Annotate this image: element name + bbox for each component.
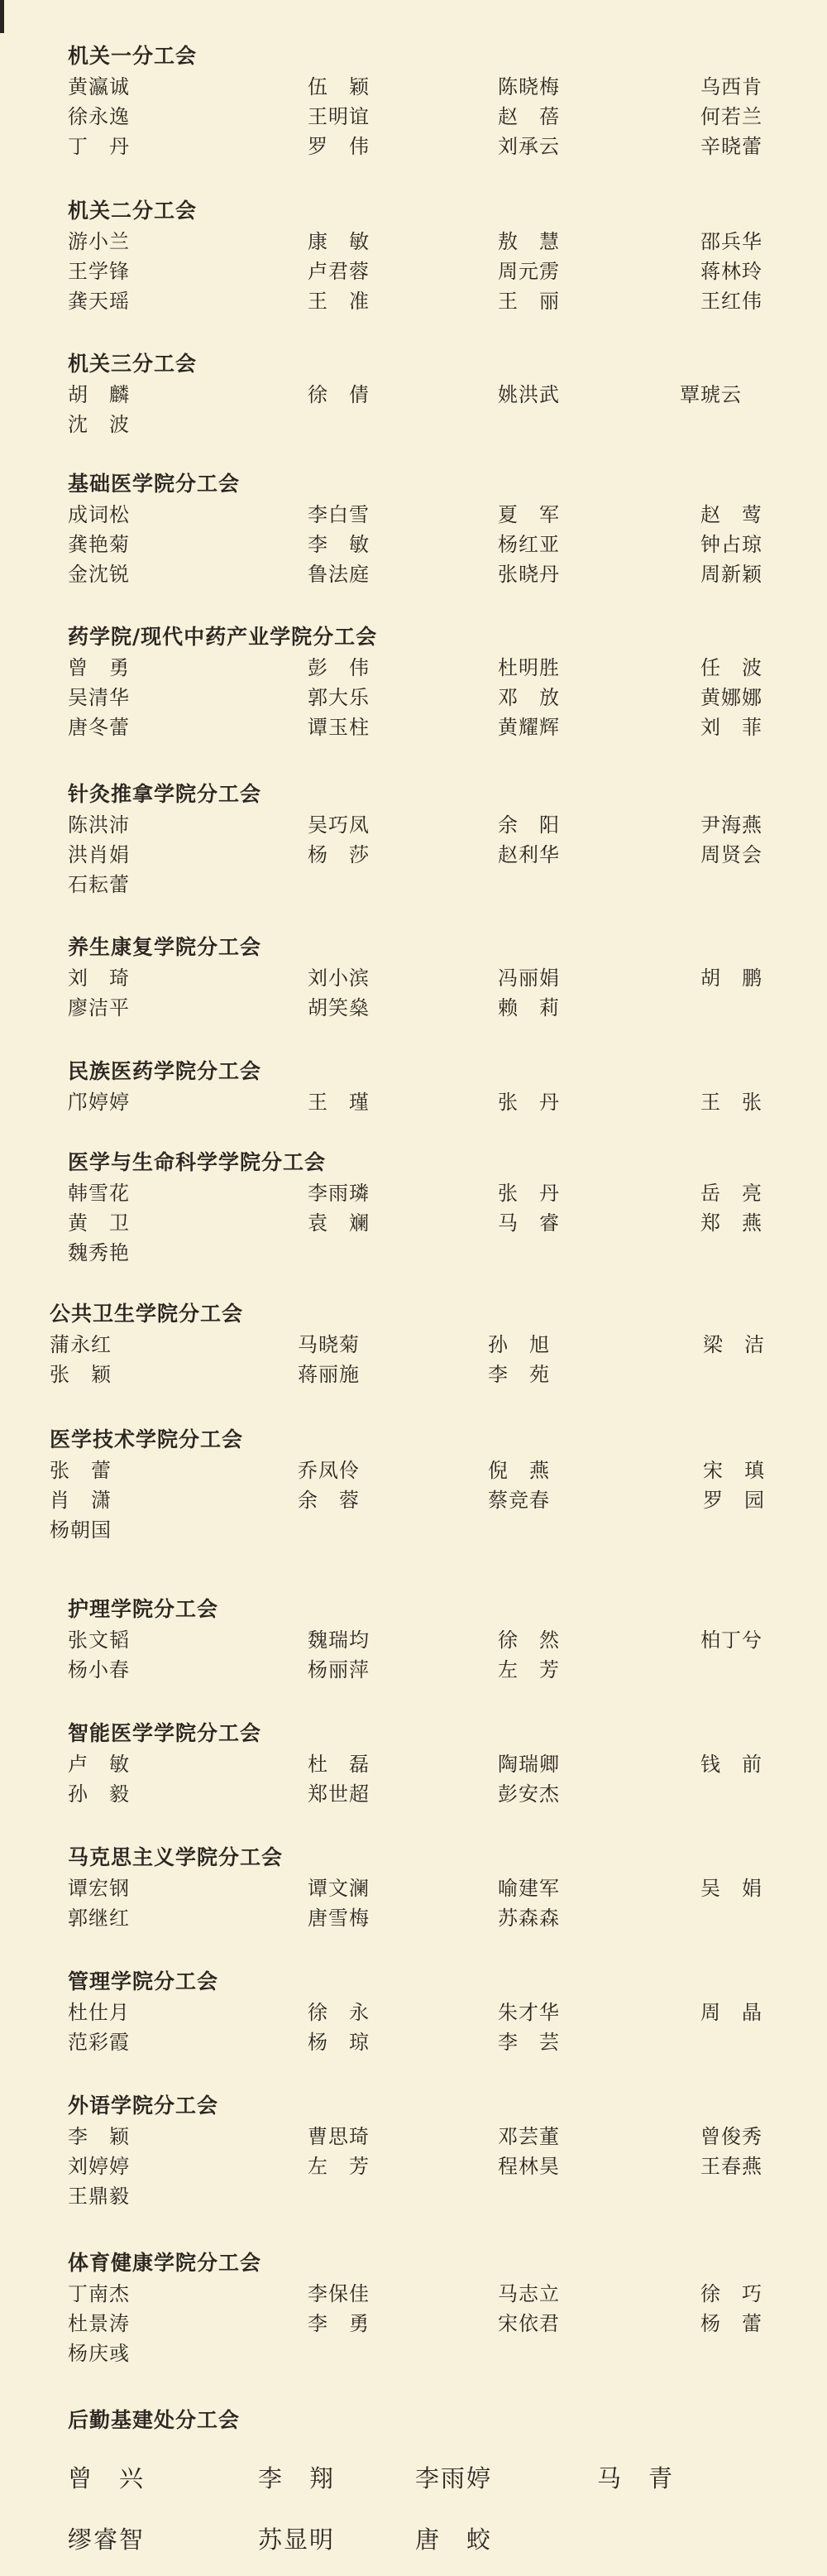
member-name: 邝婷婷	[68, 1091, 130, 1114]
member-name: 蒋丽施	[298, 1363, 360, 1386]
member-name: 陶瑞卿	[498, 1753, 560, 1776]
member-name: 鲁法庭	[308, 563, 370, 586]
member-name: 李 敏	[308, 533, 370, 556]
member-name: 唐冬蕾	[68, 716, 130, 739]
member-name: 苏森森	[498, 1907, 560, 1930]
member-name: 谭玉柱	[308, 716, 370, 739]
section-title: 机关三分工会	[68, 352, 198, 376]
member-name: 张文韬	[68, 1629, 130, 1652]
member-name: 马志立	[498, 2282, 560, 2305]
member-name: 梁 洁	[703, 1333, 765, 1356]
member-name: 周新颖	[700, 563, 762, 586]
member-name: 张 丹	[498, 1091, 560, 1114]
member-name: 倪 燕	[488, 1459, 550, 1482]
member-name: 胡笑燊	[308, 996, 370, 1019]
member-name: 孙 旭	[488, 1333, 550, 1356]
member-name: 柏丁兮	[700, 1629, 762, 1652]
member-name: 杜景涛	[68, 2312, 130, 2335]
member-name: 赵利华	[498, 843, 560, 866]
member-name: 钱 前	[700, 1753, 762, 1776]
member-name: 游小兰	[68, 230, 130, 253]
section-title: 护理学院分工会	[68, 1597, 219, 1621]
member-name: 金沈锐	[68, 563, 130, 586]
member-name: 王 张	[700, 1091, 762, 1114]
section-title: 管理学院分工会	[68, 1969, 219, 1993]
member-name: 王鼎毅	[68, 2185, 130, 2208]
member-name: 龚艳菊	[68, 533, 130, 556]
member-name: 郭继红	[68, 1907, 130, 1930]
member-name: 孙 毅	[68, 1782, 130, 1806]
member-name: 李白雪	[308, 503, 370, 526]
member-name: 宋依君	[498, 2312, 560, 2335]
member-name: 敖 慧	[498, 230, 560, 253]
section-title: 智能医学学院分工会	[68, 1721, 262, 1745]
member-name: 谭宏钢	[68, 1877, 130, 1900]
member-name: 石耘蕾	[68, 873, 130, 896]
member-name: 刘小滨	[308, 967, 370, 990]
member-name: 曹思琦	[308, 2125, 370, 2148]
section-title: 外语学院分工会	[68, 2094, 219, 2118]
member-name: 沈 波	[68, 413, 130, 436]
member-name: 廖洁平	[68, 996, 130, 1019]
member-name: 丁 丹	[68, 135, 130, 158]
member-name: 邓 放	[498, 686, 560, 709]
section-title: 医学与生命科学学院分工会	[68, 1150, 327, 1174]
member-name: 徐 然	[498, 1629, 560, 1652]
member-name: 陈洪沛	[68, 813, 130, 837]
member-name: 王学锋	[68, 260, 130, 283]
member-name: 胡 鹏	[700, 967, 762, 990]
section-title: 基础医学院分工会	[68, 472, 241, 496]
member-name: 杨 莎	[308, 843, 370, 866]
member-name: 王 瑾	[308, 1091, 370, 1114]
member-name: 李 苑	[488, 1363, 550, 1386]
member-name: 徐 倩	[308, 383, 370, 406]
member-name: 卢 敏	[68, 1753, 130, 1776]
member-name: 周贤会	[700, 843, 762, 866]
member-name: 王明谊	[308, 105, 370, 128]
section-title: 机关二分工会	[68, 199, 198, 223]
member-name: 姚洪武	[498, 383, 560, 406]
left-edge-mark	[0, 0, 4, 33]
member-name: 胡 麟	[68, 383, 130, 406]
member-name: 伍 颖	[308, 75, 370, 98]
member-name: 韩雪花	[68, 1182, 130, 1205]
section-title: 机关一分工会	[68, 44, 198, 68]
member-name: 黄 卫	[68, 1211, 130, 1235]
member-name: 曾 勇	[68, 656, 130, 679]
member-name: 刘婷婷	[68, 2155, 130, 2178]
member-name: 朱才华	[498, 2001, 560, 2024]
member-name: 余 阳	[498, 813, 560, 837]
member-name: 张晓丹	[498, 563, 560, 586]
member-name: 魏瑞均	[308, 1629, 370, 1652]
member-name: 刘承云	[498, 135, 560, 158]
member-name: 马晓菊	[298, 1333, 360, 1356]
section-title: 后勤基建处分工会	[68, 2408, 241, 2432]
member-name: 马 睿	[498, 1211, 560, 1235]
member-name: 杨庆彧	[68, 2342, 130, 2365]
member-name: 刘 菲	[700, 716, 762, 739]
member-name: 王红伟	[700, 290, 762, 313]
section-title: 马克思主义学院分工会	[68, 1845, 284, 1869]
member-name: 黄耀辉	[498, 716, 560, 739]
member-name: 覃琥云	[680, 383, 742, 406]
member-name: 徐 永	[308, 2001, 370, 2024]
member-name: 杜明胜	[498, 656, 560, 679]
member-name: 吴巧凤	[308, 813, 370, 837]
member-name: 蒋林玲	[700, 260, 762, 283]
section-title: 药学院/现代中药产业学院分工会	[68, 625, 378, 649]
member-name: 任 波	[700, 656, 762, 679]
member-name: 唐雪梅	[308, 1907, 370, 1930]
member-name: 马 青	[597, 2464, 675, 2492]
member-name: 王春燕	[700, 2155, 762, 2178]
member-name: 蒲永红	[50, 1333, 112, 1356]
member-name: 肖 潇	[50, 1489, 112, 1512]
member-name: 谭文澜	[308, 1877, 370, 1900]
member-name: 罗 园	[703, 1489, 765, 1512]
member-name: 张 颖	[50, 1363, 112, 1386]
member-name: 刘 琦	[68, 967, 130, 990]
member-name: 宋 瑱	[703, 1459, 765, 1482]
member-name: 袁 斓	[308, 1211, 370, 1235]
member-name: 卢君蓉	[308, 260, 370, 283]
member-name: 李 翔	[258, 2464, 336, 2492]
member-name: 杨小春	[68, 1658, 130, 1681]
member-name: 尹海燕	[700, 813, 762, 837]
member-name: 冯丽娟	[498, 967, 560, 990]
member-name: 龚天瑶	[68, 290, 130, 313]
member-name: 杜仕月	[68, 2001, 130, 2024]
section-title: 针灸推拿学院分工会	[68, 782, 262, 806]
member-name: 王 准	[308, 290, 370, 313]
member-name: 吴 娟	[700, 1877, 762, 1900]
member-name: 李雨婷	[415, 2464, 493, 2492]
member-name: 缪睿智	[68, 2526, 146, 2554]
member-name: 范彩霞	[68, 2031, 130, 2054]
member-name: 乌西肯	[700, 75, 762, 98]
member-name: 杨朝国	[50, 1518, 112, 1542]
section-title: 民族医药学院分工会	[68, 1059, 262, 1083]
member-name: 蔡竞春	[488, 1489, 550, 1512]
member-name: 邓芸董	[498, 2125, 560, 2148]
member-name: 王 丽	[498, 290, 560, 313]
section-title: 医学技术学院分工会	[50, 1427, 244, 1451]
member-name: 罗 伟	[308, 135, 370, 158]
member-name: 杨红亚	[498, 533, 560, 556]
member-name: 左 芳	[498, 1658, 560, 1681]
member-name: 辛晓蕾	[700, 135, 762, 158]
member-name: 黄娜娜	[700, 686, 762, 709]
member-name: 彭安杰	[498, 1782, 560, 1806]
member-name: 徐永逸	[68, 105, 130, 128]
section-title: 公共卫生学院分工会	[50, 1302, 244, 1326]
member-name: 郑世超	[308, 1782, 370, 1806]
member-name: 邵兵华	[700, 230, 762, 253]
member-name: 夏 军	[498, 503, 560, 526]
member-name: 杨 琼	[308, 2031, 370, 2054]
member-name: 周 晶	[700, 2001, 762, 2024]
member-name: 李 颖	[68, 2125, 130, 2148]
member-name: 丁南杰	[68, 2282, 130, 2305]
member-name: 李 勇	[308, 2312, 370, 2335]
member-name: 彭 伟	[308, 656, 370, 679]
member-name: 黄瀛诚	[68, 75, 130, 98]
member-name: 左 芳	[308, 2155, 370, 2178]
member-name: 赵 蓓	[498, 105, 560, 128]
member-name: 李雨璘	[308, 1182, 370, 1205]
member-name: 乔凤伶	[298, 1459, 360, 1482]
member-name: 唐 蛟	[415, 2526, 493, 2554]
member-name: 康 敏	[308, 230, 370, 253]
member-name: 喻建军	[498, 1877, 560, 1900]
member-name: 李保佳	[308, 2282, 370, 2305]
member-name: 余 蓉	[298, 1489, 360, 1512]
member-name: 苏显明	[258, 2526, 336, 2554]
member-name: 郭大乐	[308, 686, 370, 709]
member-name: 曾 兴	[68, 2464, 146, 2492]
member-name: 李 芸	[498, 2031, 560, 2054]
member-name: 赖 莉	[498, 996, 560, 1019]
section-title: 养生康复学院分工会	[68, 935, 262, 959]
member-name: 张 丹	[498, 1182, 560, 1205]
member-name: 曾俊秀	[700, 2125, 762, 2148]
member-name: 徐 巧	[700, 2282, 762, 2305]
member-name: 陈晓梅	[498, 75, 560, 98]
member-name: 岳 亮	[700, 1182, 762, 1205]
member-name: 程林昊	[498, 2155, 560, 2178]
member-name: 何若兰	[700, 105, 762, 128]
member-name: 郑 燕	[700, 1211, 762, 1235]
member-name: 周元雳	[498, 260, 560, 283]
member-name: 成词松	[68, 503, 130, 526]
member-name: 杨丽萍	[308, 1658, 370, 1681]
member-name: 杜 磊	[308, 1753, 370, 1776]
member-name: 赵 莺	[700, 503, 762, 526]
member-name: 杨 蕾	[700, 2312, 762, 2335]
member-name: 魏秀艳	[68, 1241, 130, 1264]
member-name: 钟占琼	[700, 533, 762, 556]
member-name: 吴清华	[68, 686, 130, 709]
member-name: 洪肖娟	[68, 843, 130, 866]
section-title: 体育健康学院分工会	[68, 2251, 262, 2275]
member-name: 张 蕾	[50, 1459, 112, 1482]
